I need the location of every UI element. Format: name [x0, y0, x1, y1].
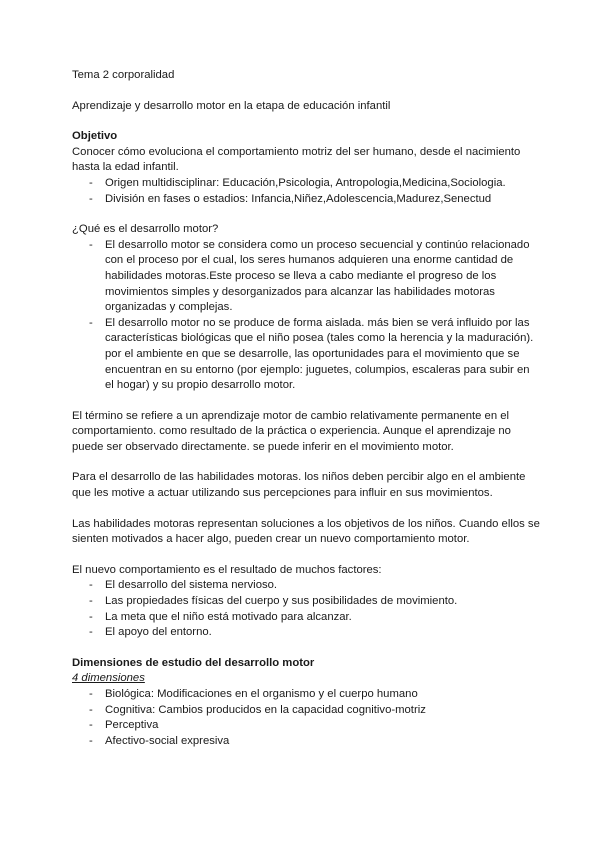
- list-item: - División en fases o estadios: Infancia,Niñez,Adolescencia,Madurez,Senectud: [72, 192, 540, 208]
- que-es-list: [72, 238, 540, 394]
- factores-list: [72, 578, 540, 640]
- list-item: - Cognitiva: Cambios producidos en la capacidad cognitivo-motriz: [72, 703, 540, 719]
- list-item: - El apoyo del entorno.: [72, 625, 540, 641]
- list-item: - Origen multidisciplinar: Educación,Psicologia, Antropologia,Medicina,Sociologia.: [72, 176, 540, 192]
- list-item: - Perceptiva: [72, 718, 540, 734]
- dimensiones-heading: Dimensiones de estudio del desarrollo motor: [72, 656, 315, 669]
- paragraph-soluciones: Las habilidades motoras representan soluciones a los objetivos de los niños. Cuando ellos se sienten motivados a hacer algo, pueden crear un nuevo comportamiento motor.: [72, 517, 540, 546]
- list-item: - Afectivo-social expresiva: [72, 734, 540, 750]
- objetivo-heading: Objetivo: [72, 130, 118, 143]
- document-title: Tema 2 corporalidad: [72, 69, 175, 81]
- list-item: - El desarrollo motor no se produce de forma aislada. más bien se verá influido por las características biológicas que el niño posea (tales como la herencia y la maduración). por el ambiente en que se desarrolle, las oportunidades para el movimiento que se encuentran en su entorno (por ejemplo: juguetes, columpios, escaleras para subir en el hogar) y su propio desarrollo motor.: [72, 316, 540, 394]
- paragraph-termino: El término se refiere a un aprendizaje motor de cambio relativamente permanente en el comportamiento. como resultado de la práctica o experiencia. Aunque el aprendizaje no puede ser observado directamente. se puede inferir en el movimiento motor.: [72, 409, 511, 453]
- list-item: - La meta que el niño está motivado para alcanzar.: [72, 610, 540, 626]
- factores-intro: El nuevo comportamiento es el resultado de muchos factores:: [72, 563, 382, 576]
- que-es-heading: ¿Qué es el desarrollo motor?: [72, 223, 219, 236]
- document-subtitle: Aprendizaje y desarrollo motor en la etapa de educación infantil: [72, 99, 391, 112]
- list-item: - Biológica: Modificaciones en el organismo y el cuerpo humano: [72, 687, 540, 703]
- dimensiones-list: [72, 687, 540, 749]
- list-item: - El desarrollo motor se considera como un proceso secuencial y continúo relacionado con el proceso por el cual, los seres humanos adquieren una enorme cantidad de habilidades motoras.Este proceso se lleva a cabo mediante el progreso de los movimientos simples y desorganizados para alcanzar las habilidades motoras organizadas y complejas.: [72, 238, 540, 316]
- dimensiones-subheading: 4 dimensiones: [72, 672, 145, 685]
- list-item: - Las propiedades físicas del cuerpo y sus posibilidades de movimiento.: [72, 594, 540, 610]
- objetivo-list: [72, 176, 540, 207]
- list-item: - El desarrollo del sistema nervioso.: [72, 578, 540, 594]
- paragraph-habilidades: Para el desarrollo de las habilidades motoras. los niños deben percibir algo en el ambiente que les motive a actuar utilizando sus percepciones para influir en sus movimientos.: [72, 471, 526, 500]
- objetivo-text: Conocer cómo evoluciona el comportamiento motriz del ser humano, desde el nacimiento hasta la edad infantil.: [72, 145, 521, 174]
